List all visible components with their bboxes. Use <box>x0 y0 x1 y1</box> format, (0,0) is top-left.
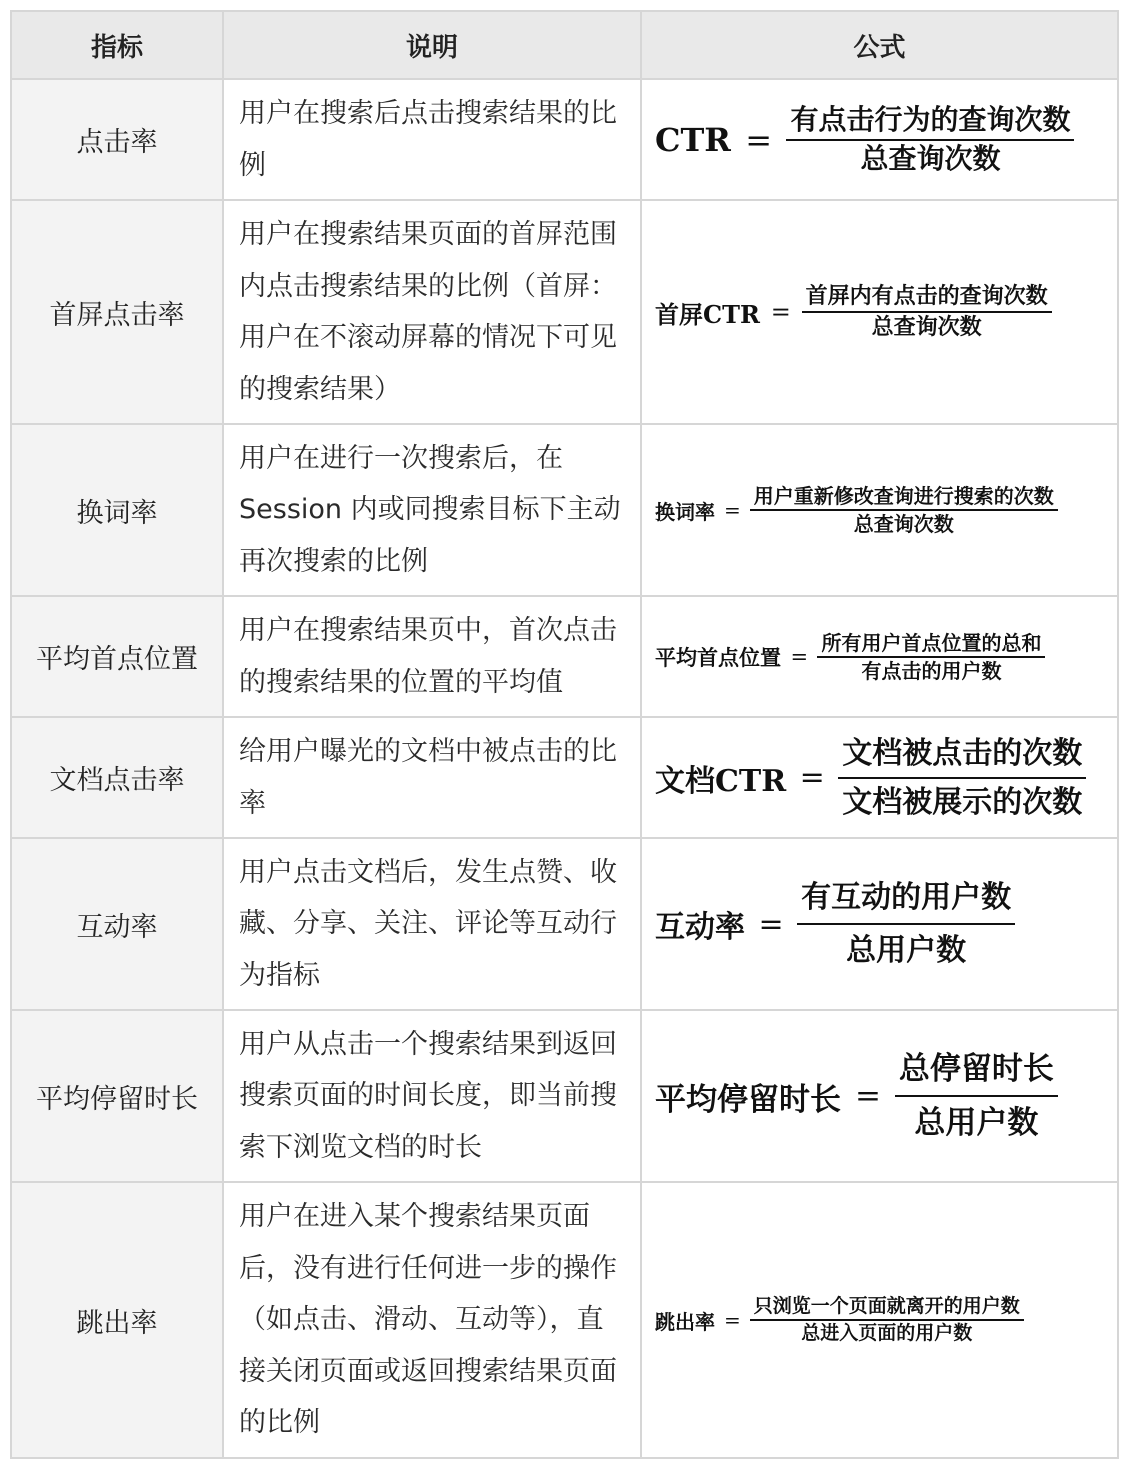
formula-lhs: 互动率 <box>655 910 745 945</box>
equals-sign: = <box>770 298 791 326</box>
header-row <box>11 11 1118 79</box>
denominator: 总进入页面的用户数 <box>801 1322 973 1344</box>
metric-name: 平均停留时长 <box>11 1010 223 1182</box>
formula-lhs: 文档CTR <box>655 763 787 799</box>
table-row <box>11 79 1118 200</box>
metric-description: 用户在搜索结果页中，首次点击的搜索结果的位置的平均值 <box>223 596 641 717</box>
formula-cell <box>641 200 1118 424</box>
metric-name: 互动率 <box>11 838 223 1010</box>
metric-name: 点击率 <box>11 79 223 200</box>
metric-name: 跳出率 <box>11 1182 223 1458</box>
formula <box>655 878 1101 970</box>
formula <box>655 1049 1101 1144</box>
formula-lhs: 平均首点位置 <box>655 644 781 670</box>
formula-lhs: CTR <box>655 120 731 159</box>
numerator: 总停留时长 <box>895 1049 1058 1097</box>
equals-sign: = <box>854 1078 881 1114</box>
numerator: 首屏内有点击的查询次数 <box>802 282 1052 313</box>
formula <box>655 630 1101 684</box>
metric-description: 用户从点击一个搜索结果到返回搜索页面的时间长度，即当前搜索下浏览文档的时长 <box>223 1010 641 1182</box>
denominator: 文档被展示的次数 <box>842 784 1083 820</box>
metric-description: 用户在搜索后点击搜索结果的比例 <box>223 79 641 200</box>
header-formula: 公式 <box>641 11 1118 79</box>
formula-lhs: 首屏CTR <box>655 299 760 329</box>
formula <box>655 1294 1101 1345</box>
equals-sign: = <box>790 644 809 669</box>
table-row <box>11 1010 1118 1182</box>
equals-sign: = <box>724 1308 741 1332</box>
header-description: 说明 <box>223 11 641 79</box>
fraction <box>797 878 1015 970</box>
formula-cell <box>641 717 1118 838</box>
formula <box>655 734 1101 822</box>
metric-description: 用户在搜索结果页面的首屏范围内点击搜索结果的比例（首屏：用户在不滚动屏幕的情况下可见的搜索结果） <box>223 200 641 424</box>
metric-description: 给用户曝光的文档中被点击的比率 <box>223 717 641 838</box>
denominator: 总用户数 <box>914 1105 1039 1141</box>
table-row <box>11 200 1118 424</box>
formula <box>655 102 1101 177</box>
metrics-table <box>10 10 1119 1459</box>
fraction <box>838 734 1086 822</box>
metric-description: 用户在进入某个搜索结果页面后，没有进行任何进一步的操作（如点击、滑动、互动等），直接关闭页面或返回搜索结果页面的比例 <box>223 1182 641 1458</box>
equals-sign: = <box>758 906 784 942</box>
header-metric: 指标 <box>11 11 223 79</box>
denominator: 总查询次数 <box>871 314 982 340</box>
metric-name: 首屏点击率 <box>11 200 223 424</box>
numerator: 有互动的用户数 <box>797 878 1015 925</box>
metric-description: 用户在进行一次搜索后，在 Session 内或同搜索目标下主动再次搜索的比例 <box>223 424 641 596</box>
formula-cell <box>641 596 1118 717</box>
formula-lhs: 平均停留时长 <box>655 1081 841 1118</box>
formula-lhs: 换词率 <box>655 499 715 524</box>
fraction <box>817 630 1045 684</box>
denominator: 总查询次数 <box>860 141 1001 175</box>
equals-sign: = <box>799 760 825 795</box>
table-row <box>11 717 1118 838</box>
formula-cell <box>641 1182 1118 1458</box>
metric-description: 用户点击文档后，发生点赞、收藏、分享、关注、评论等互动行为指标 <box>223 838 641 1010</box>
equals-sign: = <box>724 498 741 522</box>
fraction <box>802 282 1052 341</box>
formula-cell <box>641 79 1118 200</box>
formula-lhs: 跳出率 <box>655 1309 715 1334</box>
fraction <box>786 102 1074 177</box>
metric-name: 文档点击率 <box>11 717 223 838</box>
denominator: 总用户数 <box>846 933 967 968</box>
fraction <box>895 1049 1058 1144</box>
formula <box>655 282 1101 341</box>
numerator: 用户重新修改查询进行搜索的次数 <box>750 483 1058 511</box>
metric-name: 平均首点位置 <box>11 596 223 717</box>
numerator: 只浏览一个页面就离开的用户数 <box>750 1294 1024 1321</box>
table-row <box>11 596 1118 717</box>
numerator: 文档被点击的次数 <box>838 734 1086 779</box>
fraction <box>750 1294 1024 1345</box>
fraction <box>750 483 1058 537</box>
formula-cell <box>641 838 1118 1010</box>
table-row <box>11 424 1118 596</box>
formula-cell <box>641 424 1118 596</box>
numerator: 所有用户首点位置的总和 <box>817 630 1045 658</box>
formula-cell <box>641 1010 1118 1182</box>
denominator: 有点击的用户数 <box>861 658 1002 683</box>
table-row <box>11 1182 1118 1458</box>
metric-name: 换词率 <box>11 424 223 596</box>
denominator: 总查询次数 <box>853 512 954 536</box>
formula <box>655 483 1101 537</box>
table-row <box>11 838 1118 1010</box>
numerator: 有点击行为的查询次数 <box>786 102 1074 140</box>
equals-sign: = <box>745 120 773 159</box>
